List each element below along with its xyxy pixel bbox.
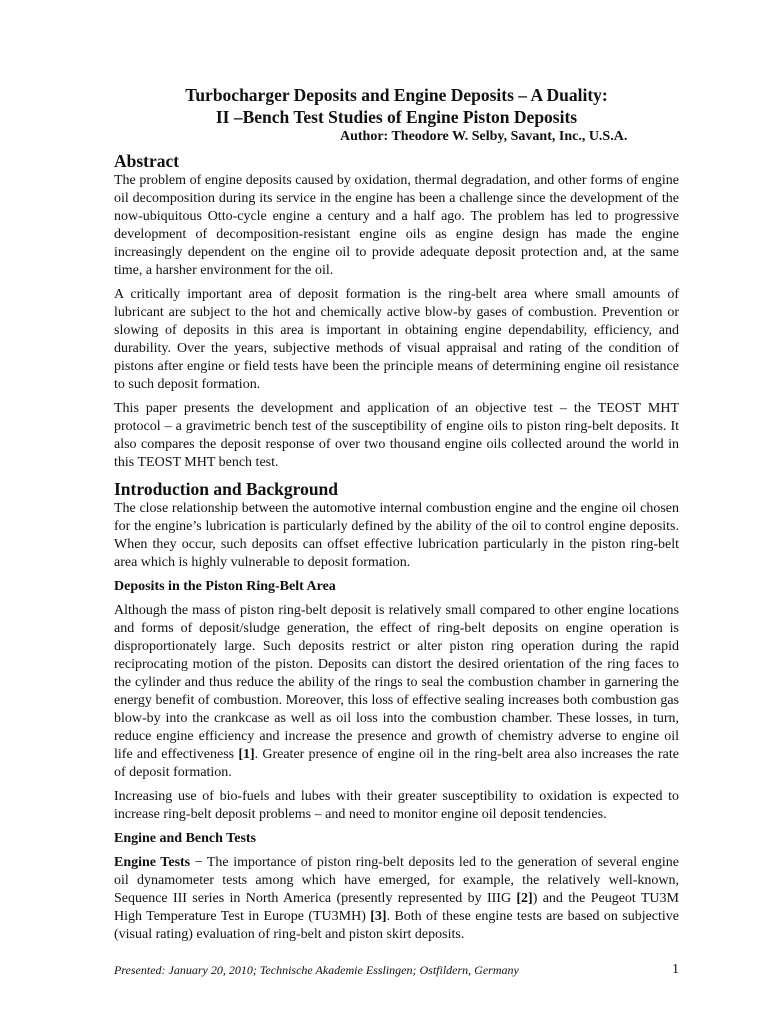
footer-venue: Presented: January 20, 2010; Technische Akademie Esslingen; Ostfildern, Germany	[114, 963, 519, 977]
citation-ref-1: [1]	[238, 747, 255, 762]
ringbelt-subheading: Deposits in the Piston Ring-Belt Area	[114, 579, 336, 594]
intro-paragraph: The close relationship between the automotive internal combustion engine and the engine oil chosen for the engine’s lubrication is particularly defined by the ability of the oil to control engine deposits. When they occur, such deposits can offset effective lubrication particularly in the piston ring-belt area which is highly vulnerable to deposit formation.	[114, 501, 679, 570]
author-line: Author: Theodore W. Selby, Savant, Inc., U.S.A.	[340, 129, 628, 144]
engine-tests-lead: Engine Tests	[114, 855, 191, 870]
page-footer	[114, 962, 679, 978]
abstract-heading: Abstract	[114, 151, 180, 171]
engine-tests-text-3: . Both of these engine tests are based on subjective (visual rating) evaluation of ring-belt and piston skirt deposits.	[114, 909, 680, 942]
ringbelt-text-end: . Greater presence of engine oil in the ring-belt area also increases the rate of deposit formation.	[114, 747, 679, 780]
introduction-heading: Introduction and Background	[114, 479, 339, 499]
engine-bench-subheading: Engine and Bench Tests	[114, 831, 256, 846]
citation-ref-2: [2]	[516, 891, 533, 906]
paper-title	[114, 84, 679, 128]
ringbelt-paragraph	[114, 602, 679, 782]
title-line-2: II –Bench Test Studies of Engine Piston Deposits	[215, 107, 578, 127]
page-number: 1	[672, 962, 679, 977]
abstract-paragraph: The problem of engine deposits caused by oxidation, thermal degradation, and other forms of engine oil decomposition during its service in the engine has been a challenge since the development of the now-ubiquitous Otto-cycle engine a century and a half ago. The problem has led to progressive development of decomposition-resistant engine oils as engine design has made the engine increasingly dependent on the engine oil to provide adequate deposit protection and, at the same time, a harsher environment for the oil.	[114, 173, 679, 278]
paper-page	[114, 84, 679, 950]
ringbelt-text: Although the mass of piston ring-belt deposit is relatively small compared to other engine locations and forms of deposit/sludge generation, the effect of ring-belt deposits on engine operation is disproportionately large. Such deposits restrict or alter piston ring operation during the rapid reciprocating motion of the piston. Deposits can distort the desired orientation of the ring faces to the cylinder and thus reduce the ability of the rings to seal the combustion chamber in garnering the energy benefit of combustion. Moreover, this loss of effective sealing increases both combustion gas blow-by into the crankcase as well as oil loss into the combustion chamber. These losses, in turn, reduce engine efficiency and increase the presence and growth of chemistry adverse to engine oil life and effectiveness	[114, 603, 679, 762]
citation-ref-3: [3]	[370, 909, 387, 924]
engine-tests-text-2: ) and the Peugeot TU3M High Temperature Test in Europe (TU3MH)	[114, 891, 679, 924]
engine-tests-text: − The importance of piston ring-belt deposits led to the generation of several engine oil dynamometer tests among which have emerged, for example, the relatively well-known, Sequence III series in North America (presently represented by IIIG	[114, 855, 679, 906]
title-line-1: Turbocharger Deposits and Engine Deposits – A Duality:	[185, 85, 608, 105]
engine-tests-paragraph	[114, 854, 679, 944]
abstract-paragraph: This paper presents the development and application of an objective test – the TEOST MHT protocol – a gravimetric bench test of the susceptibility of engine oils to piston ring-belt deposits. It also compares the deposit response of over two thousand engine oils collected around the world in this TEOST MHT bench test.	[114, 401, 679, 470]
abstract-paragraph: A critically important area of deposit formation is the ring-belt area where small amounts of lubricant are subject to the hot and chemically active blow-by gases of combustion. Prevention or slowing of deposits in this area is important in obtaining engine dependability, efficiency, and durability. Over the years, subjective methods of visual appraisal and rating of the condition of pistons after engine or field tests have been the principle means of determining engine oil resistance to such deposit formation.	[114, 287, 679, 392]
biofuel-paragraph: Increasing use of bio-fuels and lubes with their greater susceptibility to oxidation is expected to increase ring-belt deposit problems – and need to monitor engine oil deposit tendencies.	[114, 789, 679, 822]
